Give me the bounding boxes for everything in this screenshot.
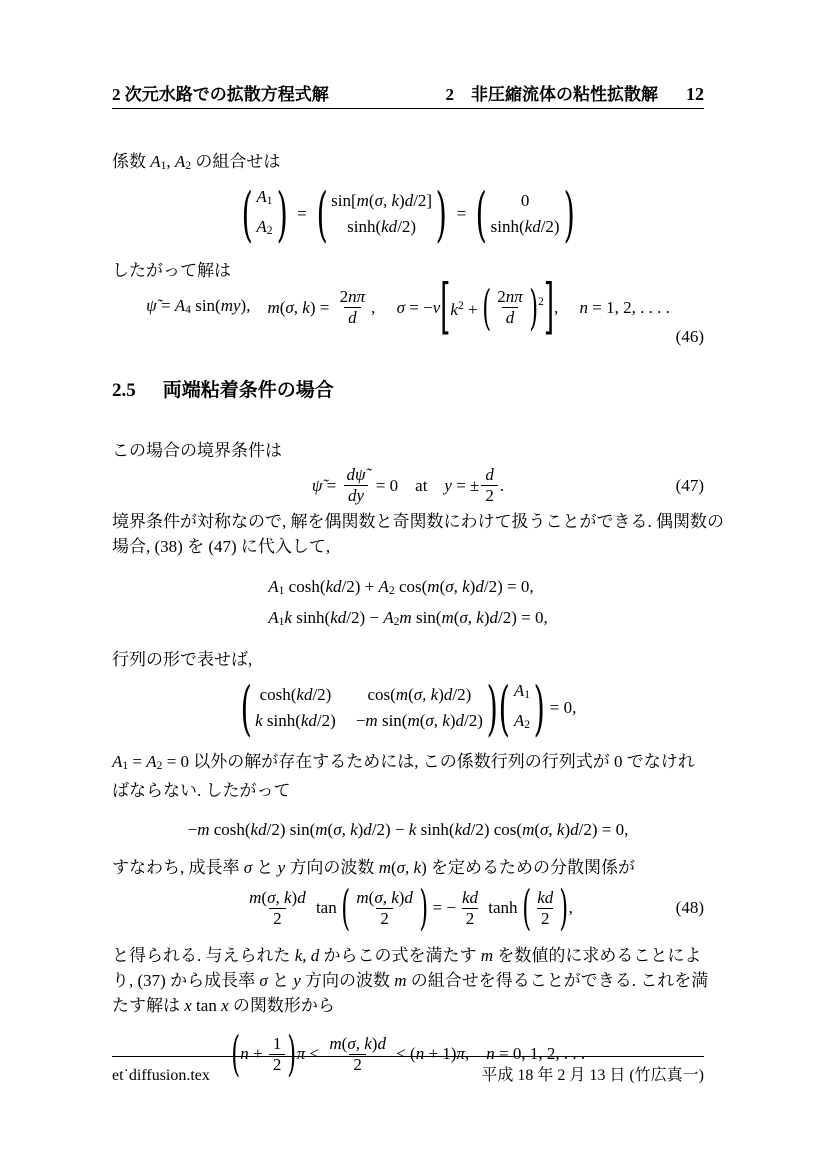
big-right-paren: ): [533, 673, 545, 744]
paragraph-symmetry: [112, 509, 724, 559]
vector-entry: sinh(kd/2): [490, 217, 560, 237]
math-run: σ = −ν: [396, 297, 441, 317]
column-vector-A: [511, 678, 533, 738]
fraction-denominator: 2: [269, 1054, 286, 1075]
equation-line: A1k sinh(kd/2) − A2m sin(m(σ, k)d/2) = 0,: [268, 608, 548, 629]
footer-date-author: 平成 18 年 2 月 13 日 (竹広真一): [481, 1067, 704, 1084]
math-run: = 0 at: [371, 475, 445, 495]
column-vector-A: [253, 184, 275, 244]
equation-46: [112, 273, 704, 347]
page-number: 12: [686, 84, 704, 104]
equation-line: A1 cosh(kd/2) + A2 cos(m(σ, k)d/2) = 0,: [268, 577, 534, 598]
header-left-title: 2 次元水路での拡散方程式解: [112, 85, 329, 104]
section-title: 両端粘着条件の場合: [162, 380, 334, 402]
text-line: この場合の境界条件は: [112, 441, 282, 461]
paragraph-matrix-form: [112, 647, 704, 672]
big-right-bracket: ]: [543, 273, 555, 343]
math-run: $k^2$ +: [450, 298, 482, 319]
math-run: n +: [240, 1044, 267, 1064]
math-run: ,: [568, 898, 573, 918]
fraction-denominator: d: [502, 307, 519, 328]
fraction-denominator: 2: [269, 908, 286, 929]
equation-47: [112, 465, 704, 506]
matrix-cell: cosh(kd/2): [259, 685, 332, 705]
big-left-paren: (: [482, 279, 491, 336]
paragraph-coefficients-intro: [112, 149, 704, 178]
equation-system-even: [112, 573, 704, 635]
fraction-numerator: 2nπ: [339, 287, 366, 307]
fraction-numerator: kd: [537, 887, 554, 907]
math-run: = 0,: [545, 698, 577, 718]
fraction-numerator: 2nπ: [497, 287, 523, 307]
fraction-numerator: m(σ, k)d: [249, 887, 306, 907]
big-left-paren: (: [499, 673, 511, 744]
big-right-paren: ): [559, 880, 569, 937]
matrix-cell: k sinh(kd/2): [255, 711, 336, 731]
fraction-md-2: [352, 888, 417, 929]
fraction-denominator: 2: [462, 908, 479, 929]
section-heading: [112, 380, 704, 402]
math-run: tanh: [484, 898, 522, 918]
big-left-paren: (: [475, 179, 488, 250]
vector-entry: A1: [513, 681, 531, 702]
big-left-bracket: [: [440, 273, 451, 343]
column-vector-sin: [328, 188, 435, 240]
paragraph-numerical-solution: [112, 943, 709, 1018]
math-run: −m cosh(kd/2) sin(m(σ, k)d/2) − k sinh(kd/2) cos(m(σ, k)d/2) = 0,: [187, 819, 629, 839]
vector-entry: A2: [256, 217, 273, 238]
big-left-paren: (: [231, 1026, 241, 1083]
fraction-denominator: dy: [344, 485, 368, 506]
fraction-denominator: 2: [376, 908, 393, 929]
text-line: 行列の形で表せば,: [112, 650, 253, 670]
big-right-paren: ): [563, 179, 575, 250]
fraction-numerator: m(σ, k)d: [356, 887, 413, 907]
equation-coefficient-vectors: [112, 179, 704, 250]
paragraph-boundary-condition-intro: [112, 438, 704, 463]
equation-48: [112, 880, 704, 937]
big-right-paren: ): [276, 179, 288, 250]
text-line: り, (37) から成長率 σ と y 方向の波数 m の組合せを得ることができる. これを満: [112, 970, 709, 990]
equation-matrix-system: [112, 673, 704, 744]
big-left-paren: (: [241, 179, 253, 250]
fraction-dpsi-dy: [343, 465, 370, 506]
superscript-squared: 2: [538, 296, 544, 309]
paragraph-dispersion-intro: [112, 855, 704, 880]
equation-tag-47: (47): [675, 475, 704, 495]
page-footer: [112, 1056, 704, 1086]
fraction-kd-2: [533, 888, 557, 929]
math-run: ,: [554, 297, 580, 317]
fraction-numerator: dψ̃: [346, 465, 366, 485]
big-right-paren: ): [486, 673, 498, 744]
fraction-kd-2: [458, 888, 482, 929]
vector-entry: A1: [256, 187, 273, 208]
big-right-paren: ): [435, 179, 447, 250]
text-line: 係数 A1, A2 の組合せは: [112, 152, 281, 173]
big-right-paren: ): [287, 1026, 297, 1083]
equation-tag-48: (48): [675, 898, 704, 918]
text-line: A1 = A2 = 0 以外の解が存在するためには, この係数行列の行列式が 0 でなけれ: [112, 751, 695, 772]
column-vector-result: [488, 188, 563, 240]
paragraph-therefore-solution: [112, 258, 704, 283]
math-run: n = 1, 2, . . . .: [579, 297, 670, 317]
vector-entry: A2: [513, 711, 531, 732]
vector-entry: sin[m(σ, k)d/2]: [331, 191, 433, 211]
fraction-numerator: m(σ, k)d: [329, 1033, 386, 1053]
big-left-paren: (: [316, 179, 328, 250]
text-line: 場合, (38) を (47) に代入して,: [112, 537, 331, 557]
fraction-denominator: 2: [349, 1054, 366, 1075]
math-run: tan: [311, 898, 341, 918]
coefficient-matrix: [252, 682, 486, 734]
fraction-numerator: 1: [272, 1033, 282, 1053]
text-line: と得られる. 与えられた k, d からこの式を満たす m を数値的に求めることによ: [112, 945, 702, 965]
fraction-d-2: [481, 465, 498, 506]
big-left-paren: (: [240, 673, 252, 744]
text-line: したがって解は: [112, 261, 231, 281]
equals-sign: =: [456, 204, 467, 224]
big-right-paren: ): [419, 880, 429, 937]
equation-lines: [268, 573, 548, 635]
fraction-md-2: [245, 888, 310, 929]
fraction-numerator: kd: [461, 887, 479, 907]
fraction-numerator: d: [485, 465, 494, 485]
big-left-paren: (: [522, 880, 531, 937]
text-line: ばならない. したがって: [112, 780, 291, 800]
math-run: m(σ, k) =: [267, 297, 334, 317]
fraction-denominator: 2: [537, 908, 554, 929]
fraction-denominator: d: [344, 307, 361, 328]
fraction-2npi-d: [493, 287, 527, 328]
footer-filename: et˙diffusion.tex: [112, 1067, 210, 1084]
paragraph-determinant: [112, 749, 704, 803]
equals-sign: =: [297, 204, 307, 224]
math-run: < (n + 1)π,: [391, 1044, 470, 1064]
math-run: y = ±: [444, 475, 480, 495]
matrix-cell: −m sin(m(σ, k)d/2): [355, 711, 483, 731]
big-left-paren: (: [341, 880, 351, 937]
section-number: 2.5: [112, 380, 136, 402]
math-run: ψ̃ = A4 sin(my),: [146, 295, 268, 316]
equation-determinant: [112, 819, 704, 841]
equation-tag-46: (46): [675, 327, 704, 347]
vector-entry: sinh(kd/2): [347, 217, 417, 237]
math-run: π <: [296, 1044, 324, 1064]
text-line: たす解は x tan x の関数形から: [112, 995, 335, 1015]
page-header: [112, 84, 704, 109]
header-right-group: [446, 84, 705, 105]
header-section-title: 2 非圧縮流体の粘性拡散解: [445, 85, 658, 104]
text-line: すなわち, 成長率 σ と y 方向の波数 m(σ, k) を定めるための分散関係が: [112, 857, 635, 877]
matrix-cell: cos(m(σ, k)d/2): [367, 685, 472, 705]
vector-entry: 0: [520, 191, 530, 211]
fraction-denominator: 2: [481, 485, 498, 506]
math-run: ψ̃ =: [311, 475, 341, 495]
fraction-2npi-d: [336, 287, 370, 328]
math-run: n = 0, 1, 2, . . .: [486, 1044, 586, 1064]
math-run: = −: [428, 898, 456, 918]
text-line: 境界条件が対称なので, 解を偶関数と奇関数にわけて扱うことができる. 偶関数の: [112, 512, 724, 532]
math-run: ,: [371, 297, 397, 317]
math-run: .: [499, 475, 505, 495]
big-right-paren: ): [528, 279, 538, 336]
